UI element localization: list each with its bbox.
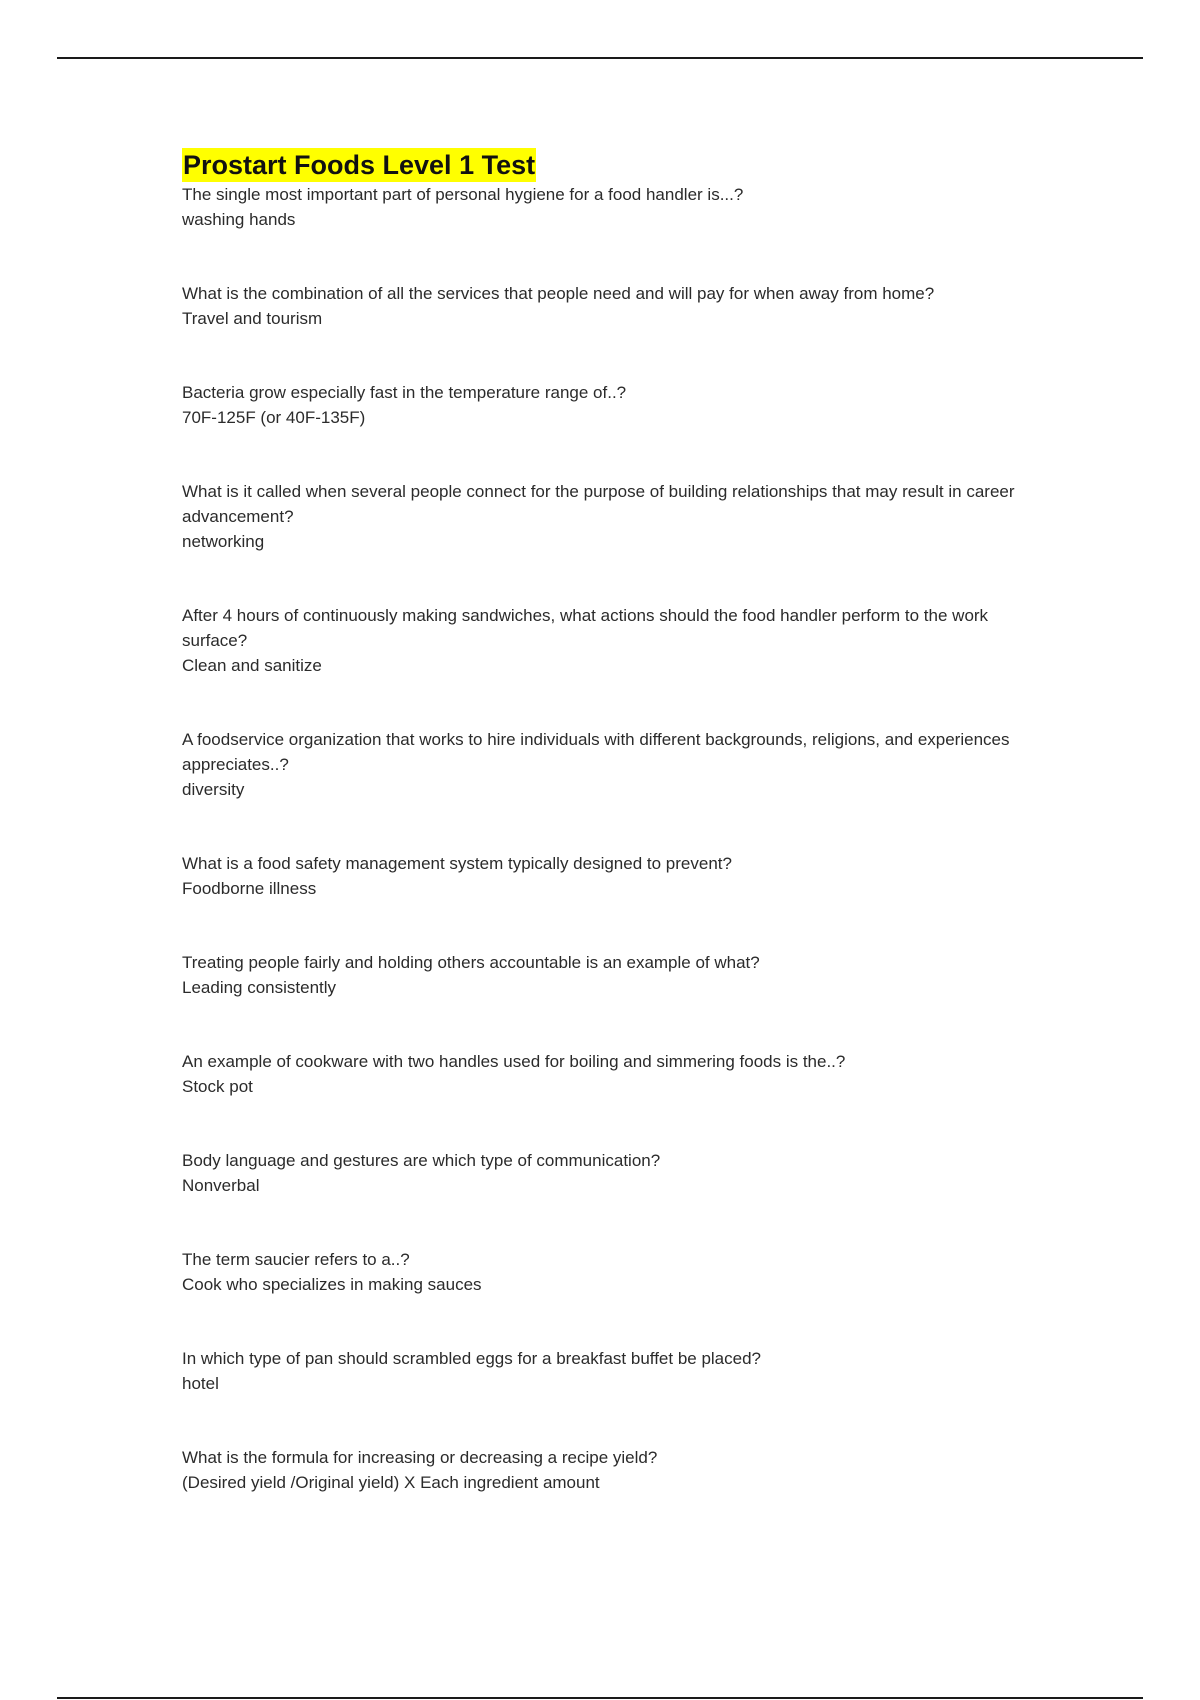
question-text: What is the combination of all the services that people need and will pay for when away from home? — [182, 284, 935, 303]
question-text: A foodservice organization that works to hire individuals with different backgrounds, religions, and experiences appreciates..? — [182, 730, 1010, 774]
qa-item — [182, 1247, 1042, 1297]
qa-item — [182, 479, 1042, 554]
answer-text: Foodborne illness — [182, 879, 317, 898]
answer-text: washing hands — [182, 210, 296, 229]
answer-text: Cook who specializes in making sauces — [182, 1275, 482, 1294]
qa-item — [182, 851, 1042, 901]
answer-text: Nonverbal — [182, 1176, 260, 1195]
document-body — [182, 148, 1042, 1544]
question-text: After 4 hours of continuously making sandwiches, what actions should the food handler perform to the work surface? — [182, 606, 989, 650]
answer-text: (Desired yield /Original yield) X Each ingredient amount — [182, 1473, 600, 1492]
answer-text: Clean and sanitize — [182, 656, 322, 675]
question-text: What is it called when several people connect for the purpose of building relationships that may result in career advancement? — [182, 482, 1015, 526]
qa-item — [182, 1346, 1042, 1396]
question-text: The term saucier refers to a..? — [182, 1250, 410, 1269]
answer-text: Stock pot — [182, 1077, 253, 1096]
question-text: What is the formula for increasing or decreasing a recipe yield? — [182, 1448, 658, 1467]
bottom-rule — [57, 1697, 1143, 1699]
question-list — [182, 182, 1042, 1495]
question-text: In which type of pan should scrambled eggs for a breakfast buffet be placed? — [182, 1349, 761, 1368]
qa-item — [182, 380, 1042, 430]
answer-text: networking — [182, 532, 265, 551]
qa-item — [182, 281, 1042, 331]
question-text: What is a food safety management system typically designed to prevent? — [182, 854, 732, 873]
qa-item — [182, 1049, 1042, 1099]
question-text: Treating people fairly and holding others accountable is an example of what? — [182, 953, 760, 972]
answer-text: Travel and tourism — [182, 309, 323, 328]
qa-item — [182, 182, 1042, 232]
answer-text: Leading consistently — [182, 978, 337, 997]
document-title: Prostart Foods Level 1 Test — [183, 150, 536, 180]
question-text: An example of cookware with two handles used for boiling and simmering foods is the..? — [182, 1052, 846, 1071]
question-text: Body language and gestures are which type of communication? — [182, 1151, 661, 1170]
qa-item — [182, 1445, 1042, 1495]
qa-item — [182, 727, 1042, 802]
top-rule — [57, 57, 1143, 59]
answer-text: hotel — [182, 1374, 219, 1393]
answer-text: 70F-125F (or 40F-135F) — [182, 408, 366, 427]
question-text: The single most important part of personal hygiene for a food handler is...? — [182, 185, 744, 204]
qa-item — [182, 1148, 1042, 1198]
answer-text: diversity — [182, 780, 245, 799]
question-text: Bacteria grow especially fast in the temperature range of..? — [182, 383, 627, 402]
qa-item — [182, 950, 1042, 1000]
qa-item — [182, 603, 1042, 678]
